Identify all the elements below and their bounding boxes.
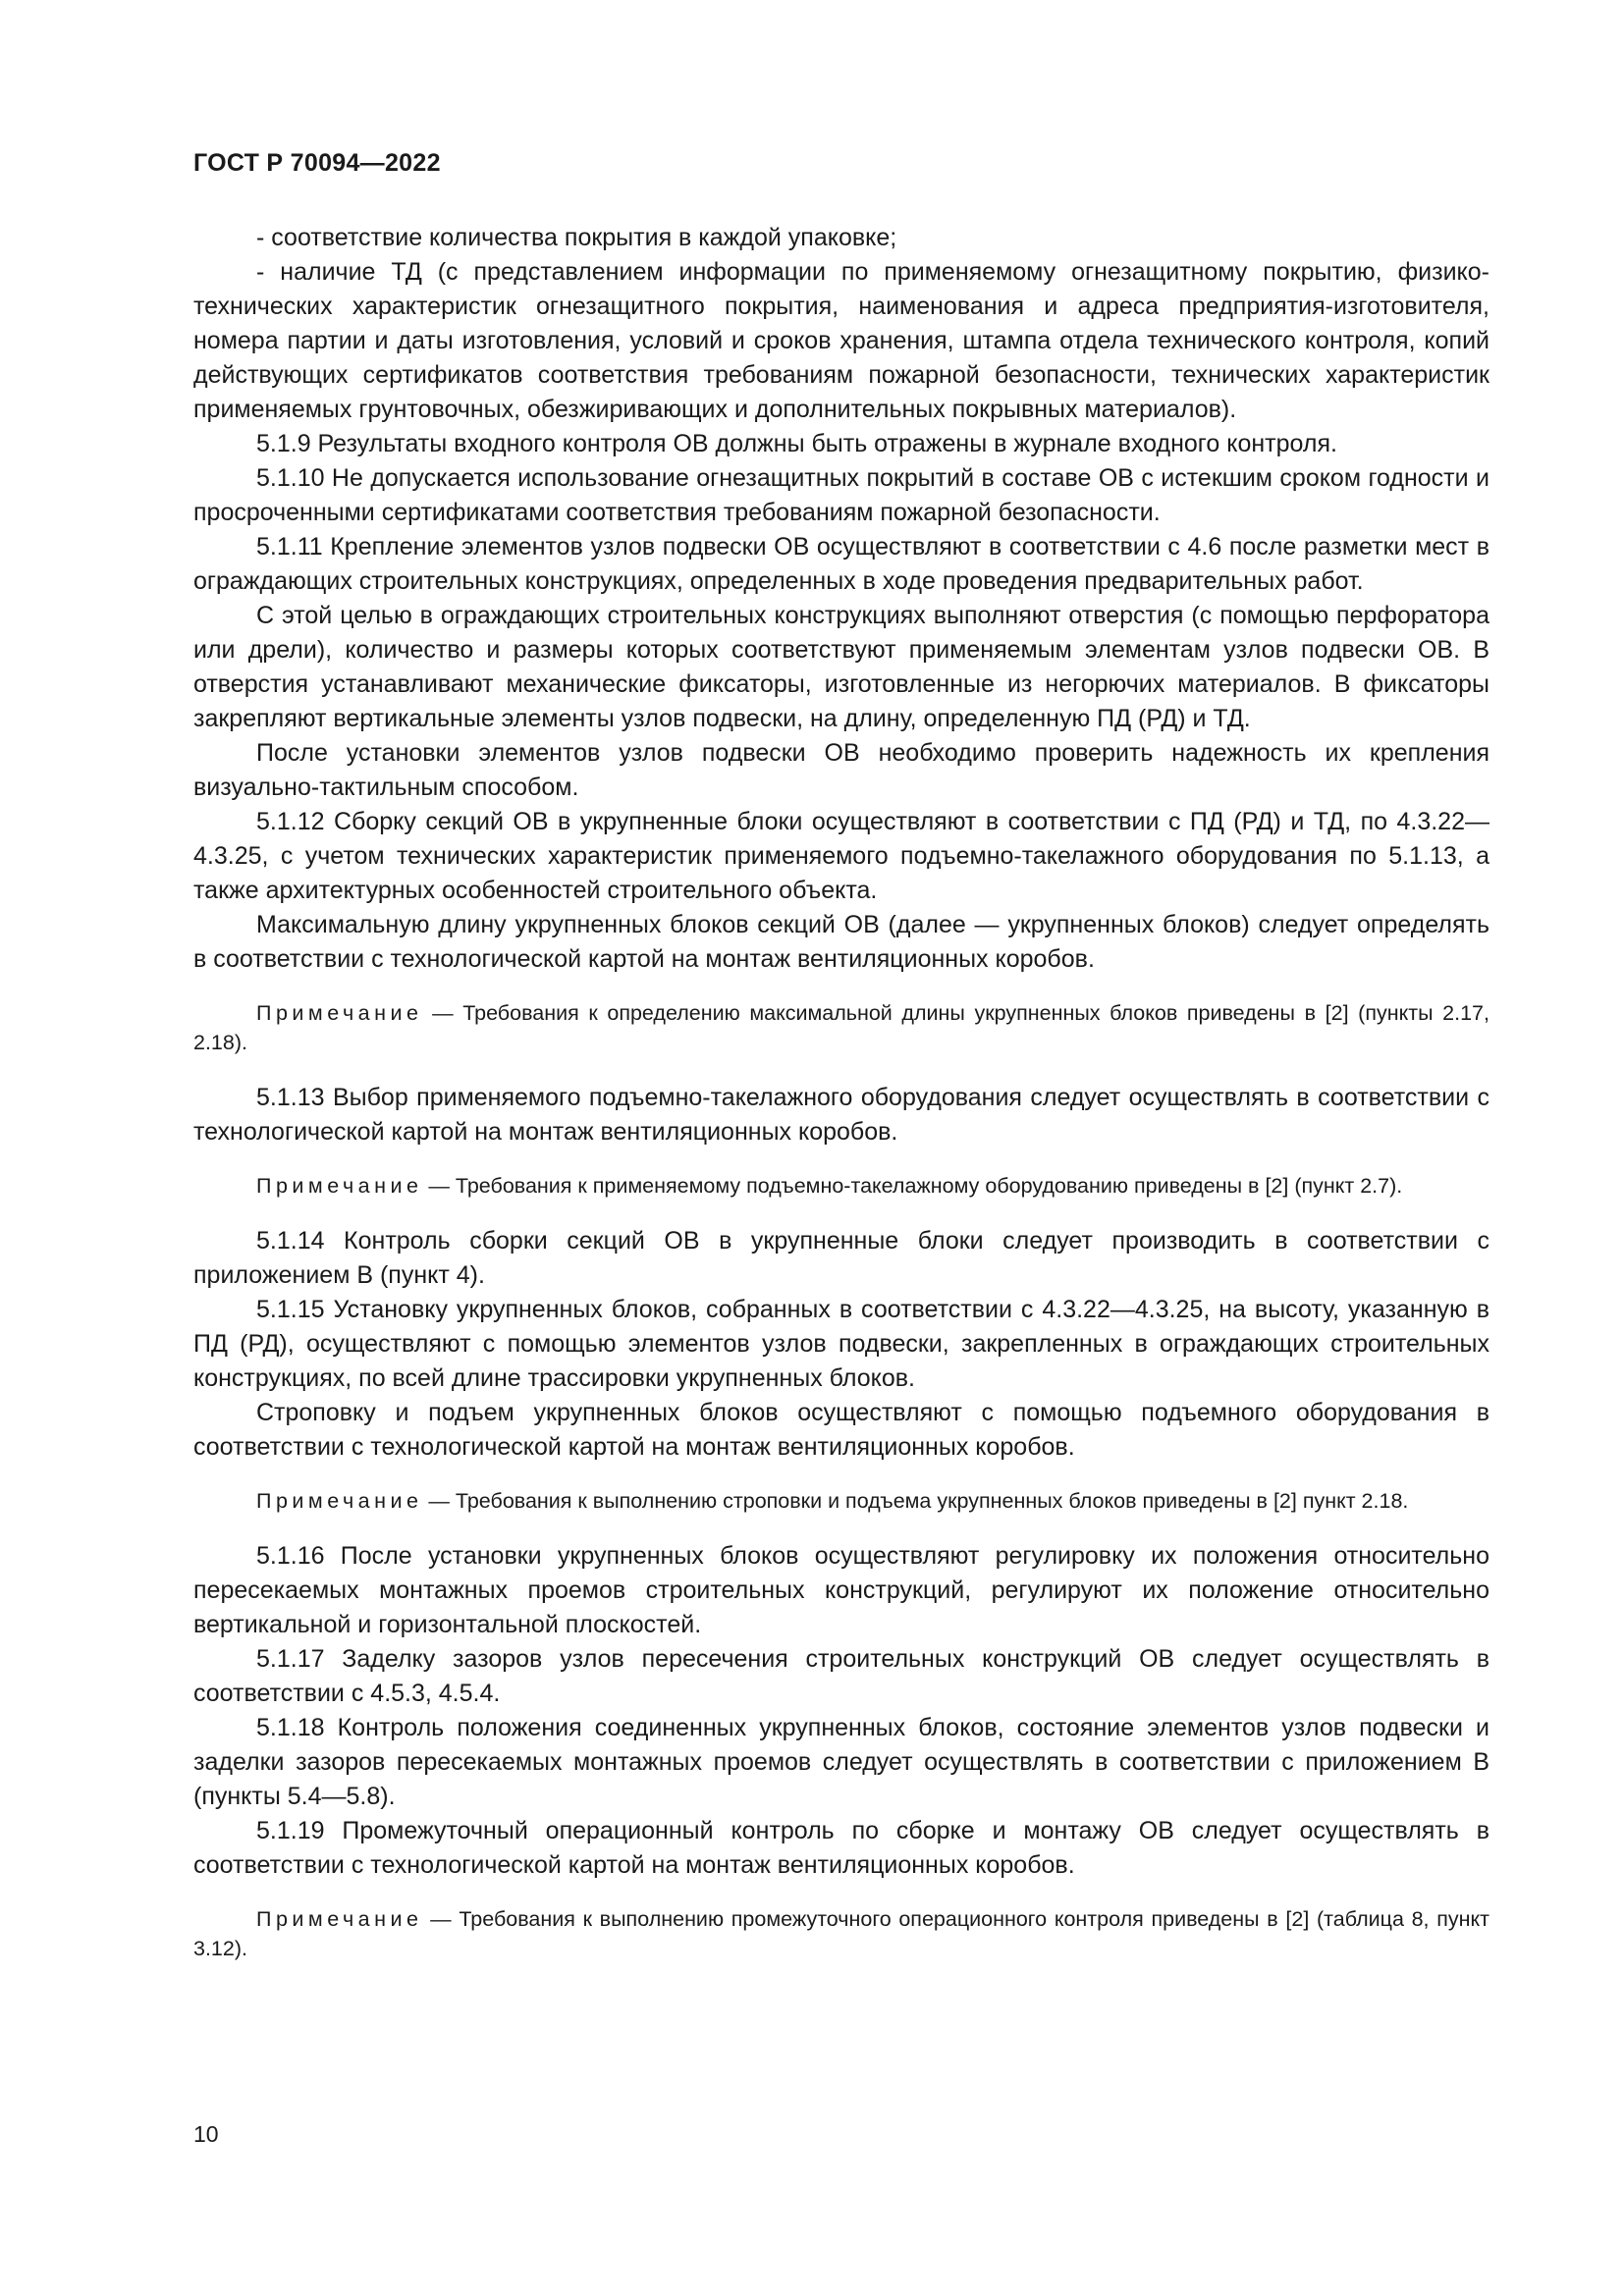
body-paragraph: Максимальную длину укрупненных блоков секций ОВ (далее — укрупненных блоков) следует определять в соответствии с технологической картой на монтаж вентиляционных коробов. bbox=[193, 911, 1489, 973]
body-paragraph: С этой целью в ограждающих строительных конструкциях выполняют отверстия (с помощью перфоратора или дрели), количество и размеры которых соответствуют применяемым элементам узлов подвески ОВ. В отверстия устанавливают механические фиксаторы, изготовленные из негорючих материалов. В фиксаторы закрепляют вертикальные элементы узлов подвески, на длину, определенную ПД (РД) и ТД. bbox=[193, 602, 1489, 732]
document-page bbox=[193, 137, 1489, 1987]
body-paragraph: 5.1.16 После установки укрупненных блоков осуществляют регулировку их положения относительно пересекаемых монтажных проемов строительных конструкций, регулируют их положение относительно вертикальной и горизонтальной плоскостей. bbox=[193, 1542, 1489, 1638]
document-header: ГОСТ Р 70094—2022 bbox=[193, 149, 441, 177]
note-paragraph bbox=[193, 1171, 1489, 1201]
body-paragraph: 5.1.17 Заделку зазоров узлов пересечения строительных конструкций ОВ следует осуществлять в соответствии с 4.5.3, 4.5.4. bbox=[193, 1645, 1489, 1707]
body-paragraph: 5.1.9 Результаты входного контроля ОВ должны быть отражены в журнале входного контроля. bbox=[256, 430, 1337, 457]
body-paragraph: 5.1.12 Сборку секций ОВ в укрупненные блоки осуществляют в соответствии с ПД (РД) и ТД, по 4.3.22—4.3.25, с учетом технических характеристик применяемого подъемно-такелажного оборудования по 5.1.13, а также архитектурных особенностей строительного объекта. bbox=[193, 808, 1489, 904]
note-text: — Требования к применяемому подъемно-такелажному оборудованию приведены в [2] (пункт 2.7). bbox=[422, 1174, 1403, 1198]
note-text: — Требования к выполнению строповки и подъема укрупненных блоков приведены в [2] пункт 2.18. bbox=[422, 1489, 1409, 1513]
body-paragraph: - соответствие количества покрытия в каждой упаковке; bbox=[256, 224, 897, 251]
page-number: 10 bbox=[193, 2121, 219, 2147]
note-paragraph bbox=[193, 1486, 1489, 1516]
body-paragraph: 5.1.15 Установку укрупненных блоков, собранных в соответствии с 4.3.22—4.3.25, на высоту, указанную в ПД (РД), осуществляют с помощью элементов узлов подвески, закрепленных в ограждающих строительных конструкциях, по всей длине трассировки укрупненных блоков. bbox=[193, 1296, 1489, 1392]
note-label: Примечание bbox=[256, 1001, 423, 1025]
body-paragraph: - наличие ТД (с представлением информации по применяемому огнезащитному покрытию, физико-технических характеристик огнезащитного покрытия, наименования и адреса предприятия-изготовителя, номера партии и даты изготовления, условий и сроков хранения, штампа отдела технического контроля, копий действующих сертификатов соответствия требованиям пожарной безопасности, технических характеристик применяемых грунтовочных, обезжиривающих и дополнительных покрывных материалов). bbox=[193, 258, 1489, 423]
body-paragraph: 5.1.11 Крепление элементов узлов подвески ОВ осуществляют в соответствии с 4.6 после разметки мест в ограждающих строительных конструкциях, определенных в ходе проведения предварительных работ. bbox=[193, 533, 1489, 595]
note-label: Примечание bbox=[256, 1174, 423, 1198]
body-paragraph: 5.1.19 Промежуточный операционный контроль по сборке и монтажу ОВ следует осуществлять в соответствии с технологической картой на монтаж вентиляционных коробов. bbox=[193, 1817, 1489, 1879]
document-body bbox=[193, 221, 1489, 1963]
body-paragraph: 5.1.10 Не допускается использование огнезащитных покрытий в составе ОВ с истекшим сроком годности и просроченными сертификатами соответствия требованиям пожарной безопасности. bbox=[193, 464, 1489, 526]
body-paragraph: После установки элементов узлов подвески ОВ необходимо проверить надежность их крепления визуально-тактильным способом. bbox=[193, 739, 1489, 801]
note-label: Примечание bbox=[256, 1907, 423, 1931]
body-paragraph: 5.1.13 Выбор применяемого подъемно-такелажного оборудования следует осуществлять в соответствии с технологической картой на монтаж вентиляционных коробов. bbox=[193, 1084, 1489, 1146]
note-paragraph bbox=[193, 1904, 1489, 1963]
body-paragraph: 5.1.18 Контроль положения соединенных укрупненных блоков, состояние элементов узлов подвески и заделки зазоров пересекаемых монтажных проемов следует осуществлять в соответствии с приложением В (пункты 5.4—5.8). bbox=[193, 1714, 1489, 1810]
note-text: — Требования к выполнению промежуточного операционного контроля приведены в [2] (таблица 8, пункт 3.12). bbox=[193, 1907, 1489, 1960]
body-paragraph: 5.1.14 Контроль сборки секций ОВ в укрупненные блоки следует производить в соответствии с приложением В (пункт 4). bbox=[193, 1227, 1489, 1289]
note-text: — Требования к определению максимальной длины укрупненных блоков приведены в [2] (пункты 2.17, 2.18). bbox=[193, 1001, 1489, 1054]
body-paragraph: Строповку и подъем укрупненных блоков осуществляют с помощью подъемного оборудования в соответствии с технологической картой на монтаж вентиляционных коробов. bbox=[193, 1399, 1489, 1461]
note-paragraph bbox=[193, 998, 1489, 1057]
note-label: Примечание bbox=[256, 1489, 423, 1513]
